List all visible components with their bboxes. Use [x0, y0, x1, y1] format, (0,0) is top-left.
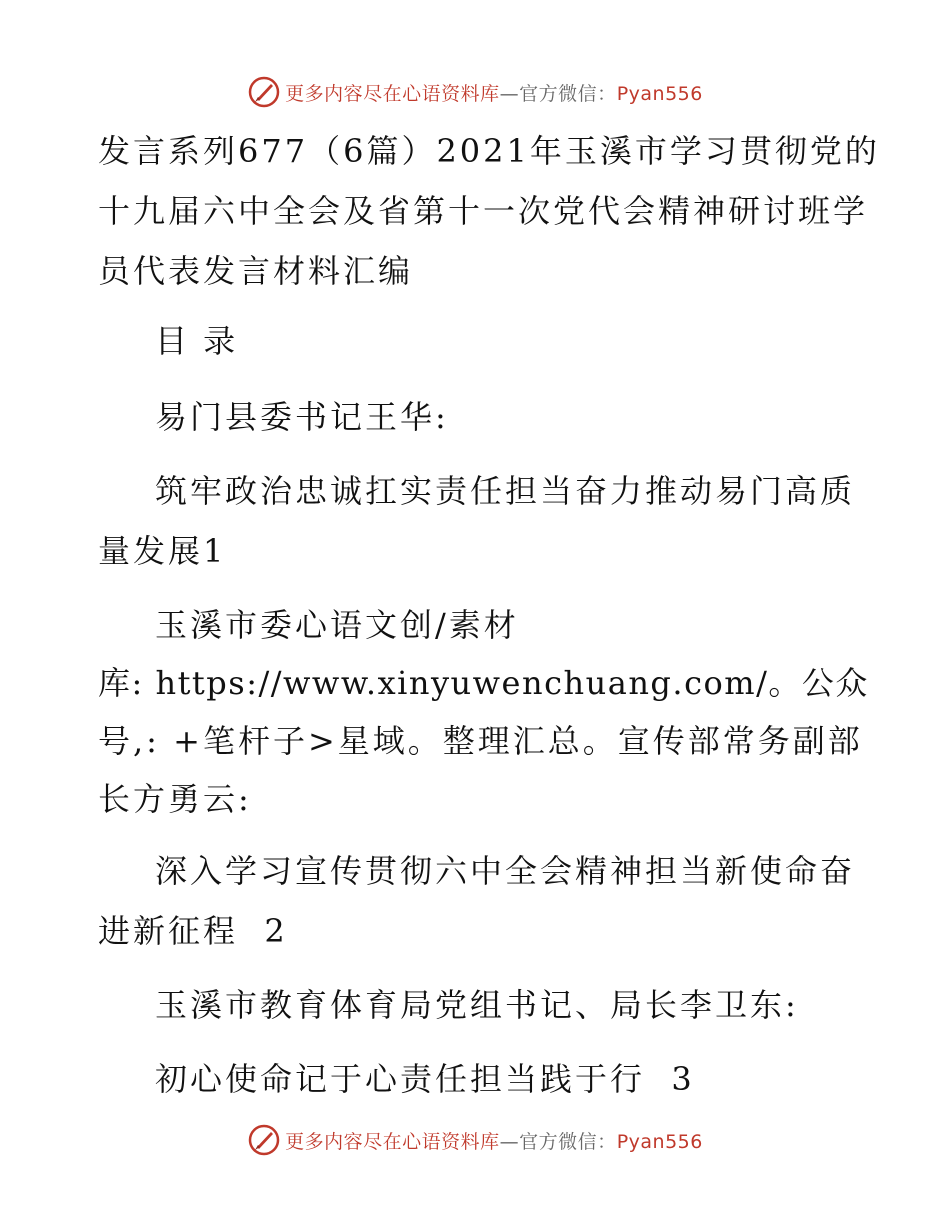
- toc-entry-3-title: 初心使命记于心责任担当践于行 3: [155, 1060, 695, 1098]
- toc-entry-1-title-cont: 量发展1: [98, 532, 227, 570]
- toc-entry-2-speaker-end: 长方勇云:: [98, 780, 252, 818]
- watermark-text: 更多内容尽在心语资料库: [285, 82, 500, 105]
- watermark-wechat-label: 官方微信：: [519, 1130, 617, 1153]
- toc-entry-1-title: 筑牢政治忠诚扛实责任担当奋力推动易门高质: [155, 472, 856, 510]
- toc-entry-2-speaker: 玉溪市委心语文创/素材: [155, 606, 519, 644]
- watermark-text: 更多内容尽在心语资料库: [285, 1130, 500, 1153]
- toc-entry-2-title: 深入学习宣传贯彻六中全会精神担当新使命奋: [155, 852, 856, 890]
- title-line-3: 员代表发言材料汇编: [98, 252, 414, 290]
- toc-entry-1-speaker: 易门县委书记王华:: [155, 398, 449, 436]
- quill-pen-logo-icon: [247, 1123, 281, 1157]
- toc-heading: 目 录: [155, 322, 239, 360]
- title-line-2: 十九届六中全会及省第十一次党代会精神研讨班学: [98, 192, 869, 230]
- toc-entry-2-title-cont: 进新征程 2: [98, 912, 288, 950]
- watermark-dash: —: [499, 1130, 520, 1153]
- toc-entry-2-speaker-cont: 号,: +笔杆子>星域。整理汇总。宣传部常务副部: [98, 722, 863, 760]
- toc-entry-2-speaker-url: 库: https://www.xinyuwenchuang.com/。公众: [98, 664, 869, 702]
- toc-entry-3-speaker: 玉溪市教育体育局党组书记、局长李卫东:: [155, 986, 799, 1024]
- footer-watermark: [0, 1120, 950, 1160]
- watermark-wechat-id: Pyan556: [616, 1130, 703, 1153]
- header-watermark: [0, 72, 950, 112]
- watermark-wechat-id: Pyan556: [616, 82, 703, 105]
- title-line-1: 发言系列677（6篇）2021年玉溪市学习贯彻党的: [98, 132, 880, 170]
- watermark-dash: —: [499, 82, 520, 105]
- watermark-wechat-label: 官方微信：: [519, 82, 617, 105]
- quill-pen-logo-icon: [247, 75, 281, 109]
